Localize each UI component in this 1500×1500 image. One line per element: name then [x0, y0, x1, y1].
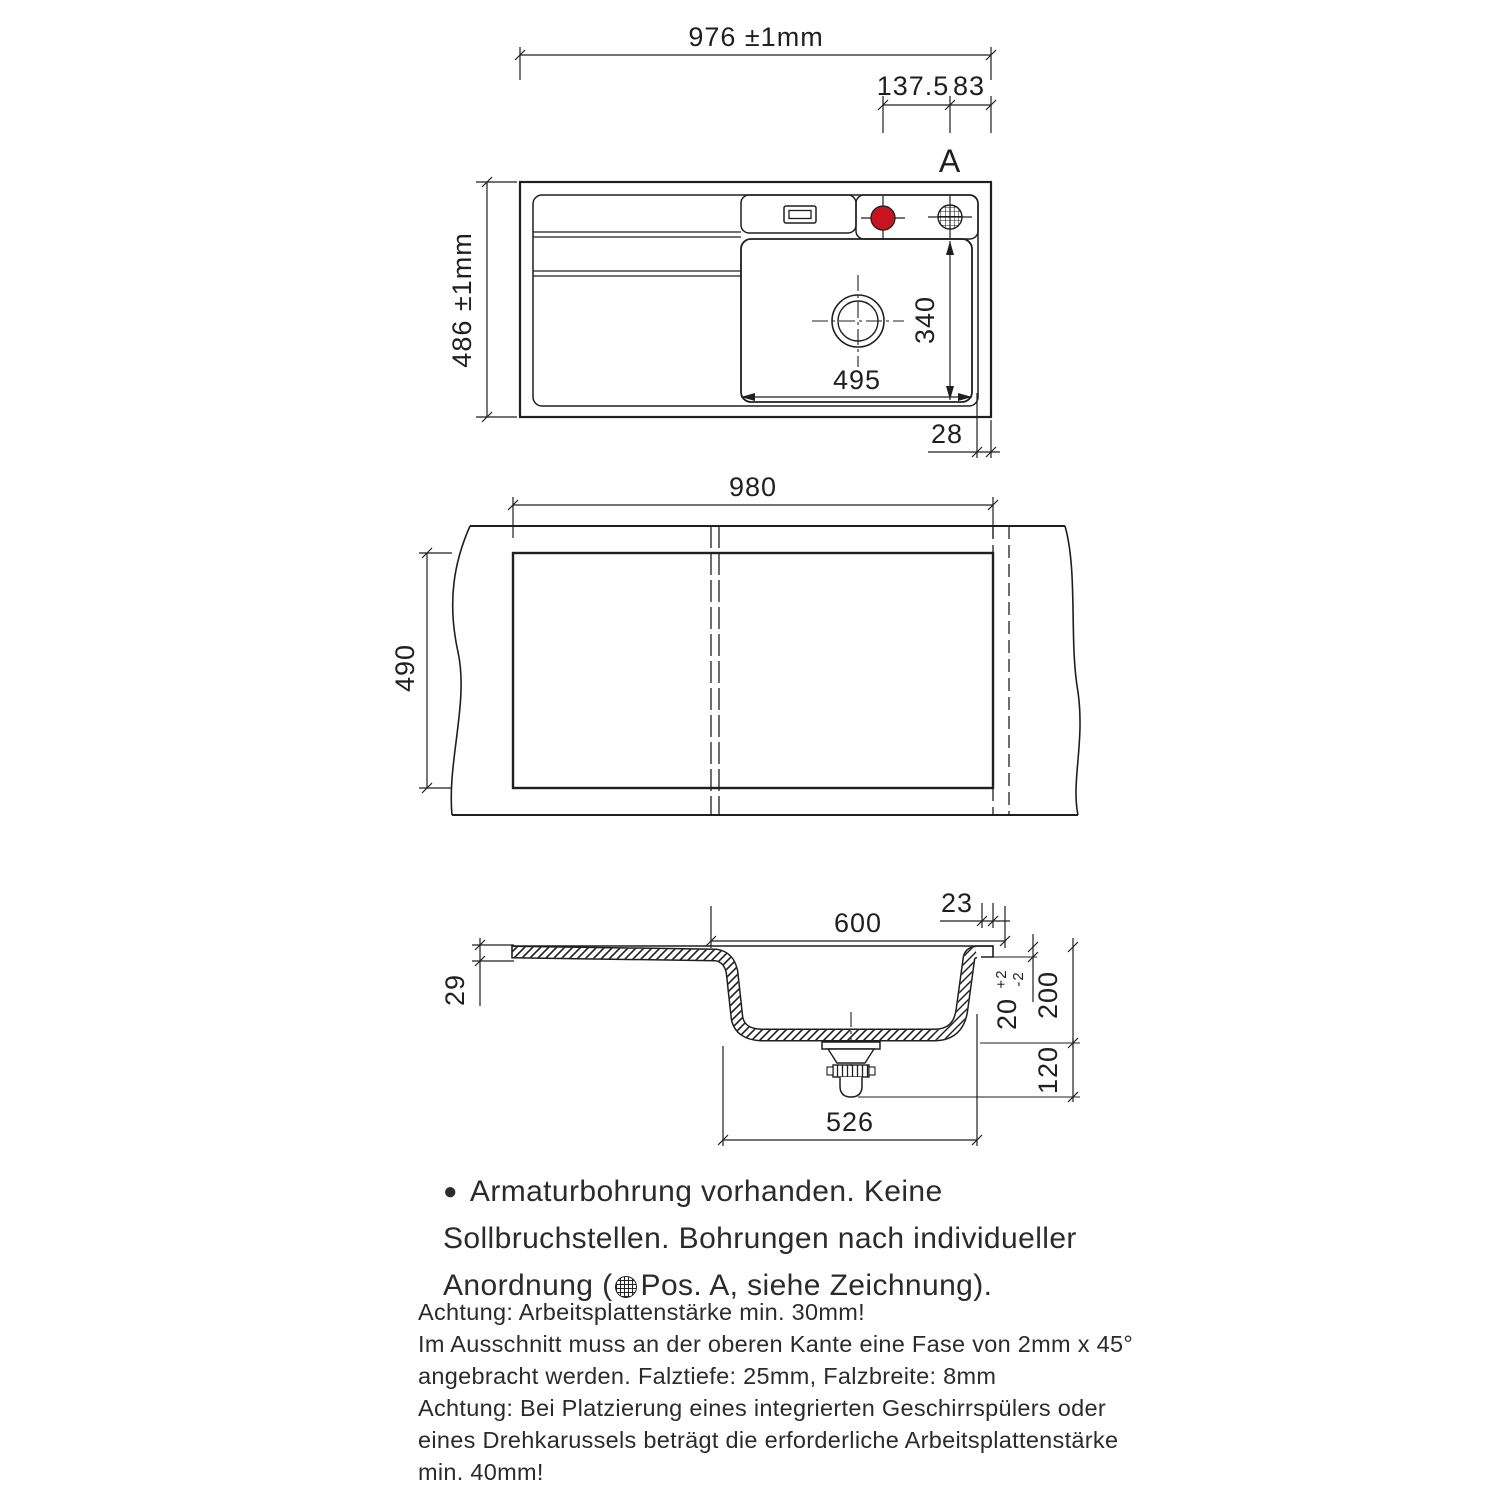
notes-block — [443, 1168, 1077, 1309]
cutout-outline — [513, 553, 993, 788]
section-label-a: A — [938, 143, 962, 179]
warning-line-6: min. 40mm! — [418, 1459, 544, 1485]
dim-bowl-base-width: 526 — [825, 1107, 875, 1137]
warning-line-2: Im Ausschnitt muss an der oberen Kante eine Fase von 2mm x 45° — [418, 1331, 1134, 1357]
faucet-hole-red-icon — [861, 196, 905, 240]
cutout-view — [451, 526, 1080, 815]
break-line-right — [1065, 526, 1080, 815]
sink-edge-hidden-line — [993, 526, 1009, 815]
dim-depth-tol-plus: +2 — [993, 969, 1010, 989]
drain-assembly-icon — [822, 1012, 880, 1097]
notes-line-2-text: Sollbruchstellen. Bohrungen nach individueller — [443, 1222, 1077, 1255]
notes-line-3-before: Anordnung ( — [443, 1269, 613, 1302]
dim-hole-offset: 137.5 — [876, 71, 950, 101]
top-view-dimensions — [476, 47, 1000, 458]
dim-drain-height: 120 — [1033, 1045, 1063, 1095]
dim-rim-to-edge: 28 — [930, 419, 964, 449]
dim-cutout-height: 490 — [390, 643, 420, 693]
overflow-panel — [741, 195, 856, 233]
dim-cutout-width: 980 — [728, 472, 778, 502]
warning-line-4: Achtung: Bei Platzierung eines integrierten Geschirrspülers oder — [418, 1395, 1106, 1421]
rim-lip — [975, 946, 993, 957]
dim-depth-tolerance: 20 — [992, 997, 1022, 1031]
dim-bowl-width: 495 — [832, 365, 882, 395]
dim-bowl-depth: 340 — [910, 295, 940, 345]
notes-line-3-after: Pos. A, siehe Zeichnung). — [640, 1269, 993, 1302]
break-line-left — [451, 526, 470, 815]
cutout-view-dimensions — [419, 497, 1010, 948]
cabinet-joint-lines — [711, 526, 719, 815]
notes-line-1-text: Armaturbohrung vorhanden. Keine — [469, 1175, 943, 1208]
warnings-block — [418, 1296, 1133, 1488]
drainboard-grooves — [533, 232, 741, 276]
dim-hole-to-edge: 83 — [952, 71, 986, 101]
notes-line-2 — [443, 1215, 1077, 1262]
warning-line-1: Achtung: Arbeitsplattenstärke min. 30mm! — [418, 1299, 865, 1325]
warning-line-3: angebracht werden. Falztiefe: 25mm, Falzbreite: 8mm — [418, 1363, 997, 1389]
bullet-icon: ● — [443, 1178, 458, 1205]
dim-depth-tol-minus: -2 — [1010, 971, 1027, 987]
dim-overhang: 23 — [940, 888, 974, 918]
dim-cabinet-width: 600 — [833, 908, 883, 938]
dim-total-height: 200 — [1033, 970, 1063, 1020]
drain-hole-icon — [812, 275, 904, 367]
warning-line-5: eines Drehkarussels beträgt die erforderliche Arbeitsplattenstärke — [418, 1427, 1119, 1453]
faucet-hole-position-a-icon — [928, 195, 972, 239]
hatched-hole-icon — [615, 1276, 637, 1298]
dim-total-depth: 486 ±1mm — [447, 232, 477, 368]
dim-total-width: 976 ±1mm — [688, 22, 824, 52]
dim-rim-height: 29 — [440, 973, 470, 1007]
overflow-cutout-inner — [789, 211, 811, 219]
notes-line-1 — [443, 1168, 1077, 1215]
